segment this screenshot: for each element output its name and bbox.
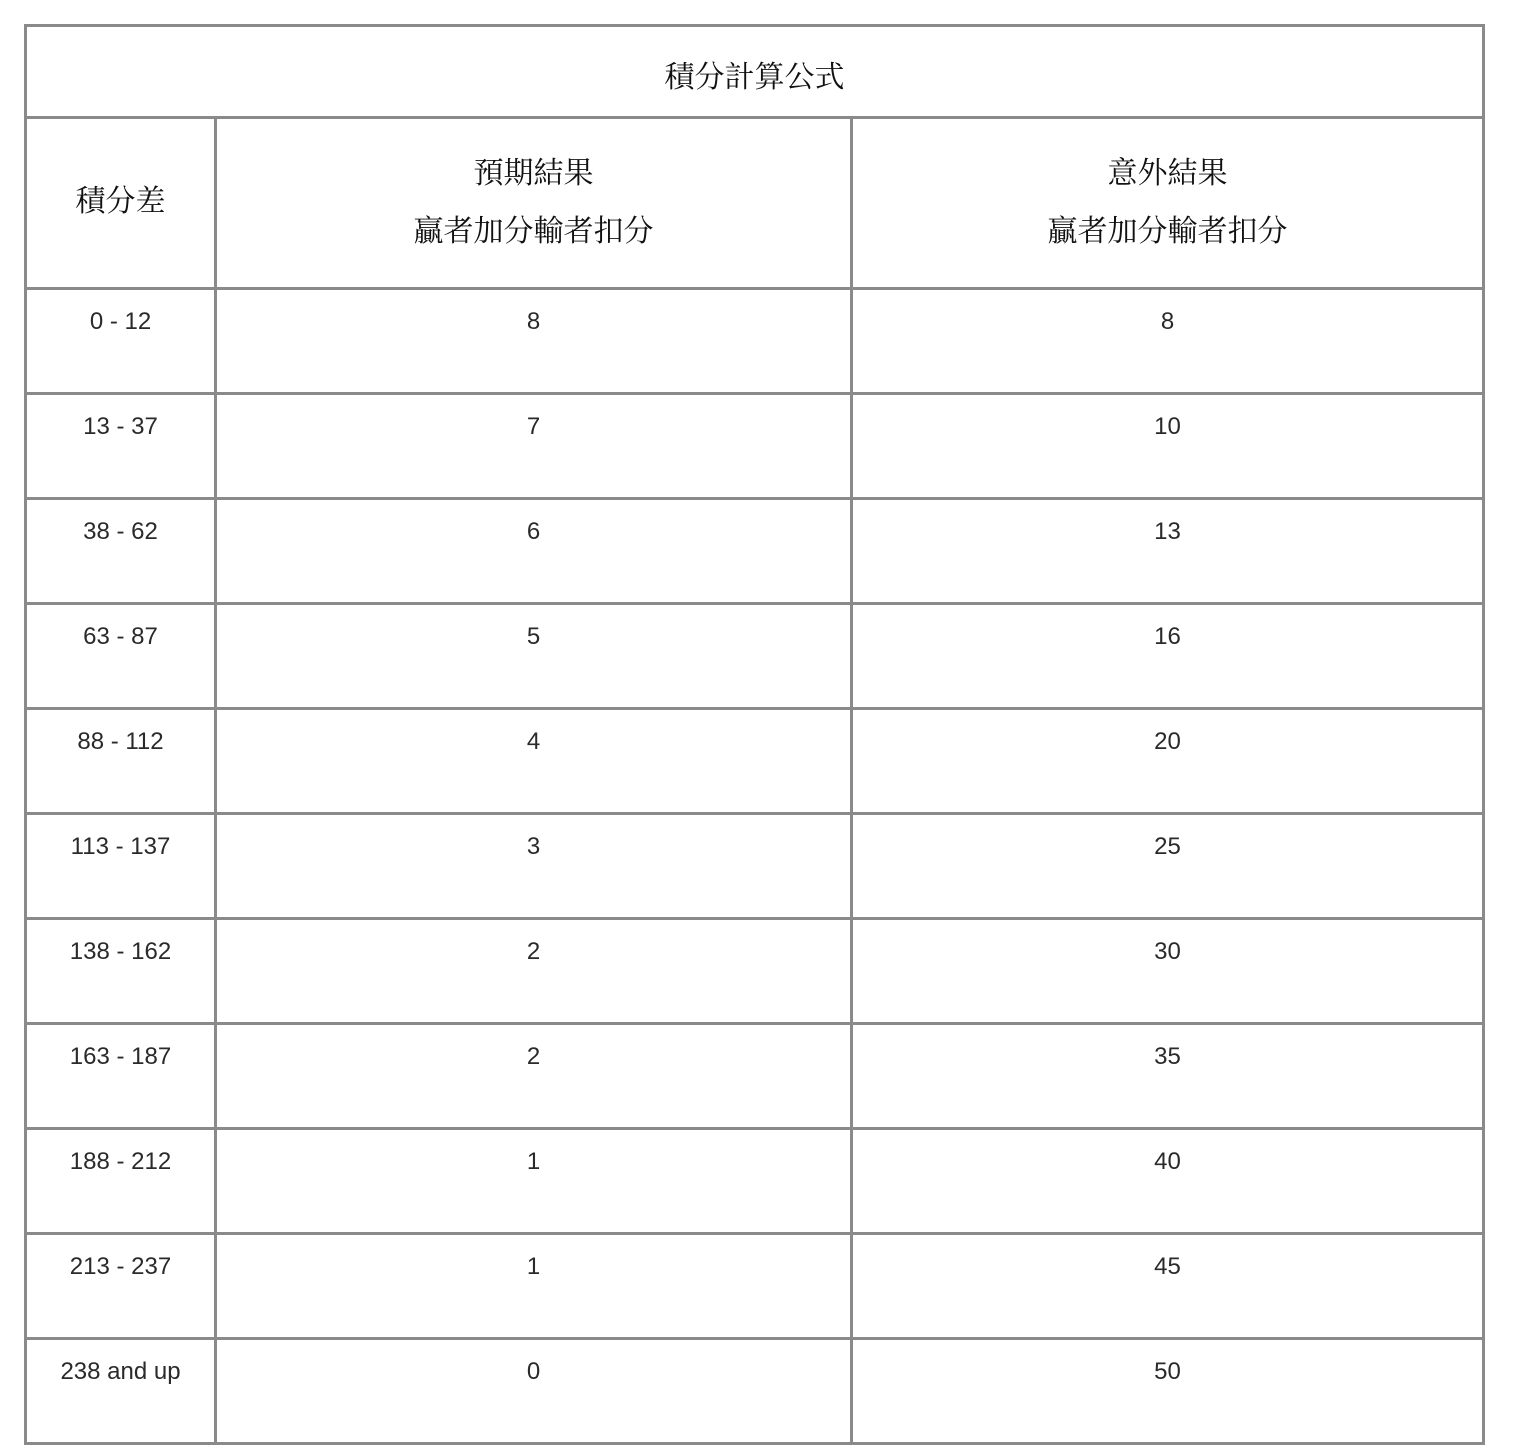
header-points-difference: 積分差 (26, 118, 216, 289)
cell-points-difference-value: 88 - 112 (77, 728, 164, 755)
cell-expected-points (216, 1129, 852, 1234)
cell-upset-points (852, 1024, 1484, 1129)
cell-points-difference-value: 163 - 187 (69, 1043, 172, 1070)
header-expected-result (216, 118, 852, 289)
cell-points-difference-value: 38 - 62 (83, 518, 158, 545)
cell-expected-points (216, 394, 852, 499)
cell-points-difference-value: 238 and up (60, 1358, 181, 1385)
cell-upset-points (852, 709, 1484, 814)
cell-upset-points-value: 20 (1154, 728, 1181, 755)
cell-upset-points (852, 814, 1484, 919)
table-row (26, 709, 1484, 814)
header-row (26, 118, 1484, 289)
table-row (26, 289, 1484, 394)
cell-upset-points-value: 13 (1154, 518, 1181, 545)
cell-upset-points-value: 25 (1154, 833, 1181, 860)
cell-upset-points (852, 604, 1484, 709)
table-row (26, 1234, 1484, 1339)
cell-upset-points-value: 50 (1154, 1358, 1181, 1385)
cell-expected-points-value: 5 (526, 623, 541, 650)
cell-upset-points-value: 10 (1154, 413, 1181, 440)
cell-expected-points-value: 4 (526, 728, 541, 755)
cell-upset-points-value: 35 (1154, 1043, 1181, 1070)
cell-points-difference-value: 213 - 237 (69, 1253, 172, 1280)
cell-expected-points (216, 1339, 852, 1444)
cell-points-difference (26, 499, 216, 604)
cell-expected-points (216, 919, 852, 1024)
header-expected-subtitle: 贏者加分輸者扣分 (413, 214, 654, 249)
table-row (26, 499, 1484, 604)
table-row (26, 604, 1484, 709)
cell-expected-points (216, 289, 852, 394)
cell-points-difference (26, 814, 216, 919)
cell-expected-points-value: 7 (526, 413, 541, 440)
table-row (26, 1129, 1484, 1234)
cell-points-difference-value: 188 - 212 (69, 1148, 172, 1175)
cell-expected-points-value: 3 (526, 833, 541, 860)
cell-points-difference (26, 1339, 216, 1444)
header-upset-subtitle: 贏者加分輸者扣分 (1047, 214, 1288, 249)
cell-points-difference-value: 13 - 37 (83, 413, 158, 440)
cell-points-difference-value: 138 - 162 (69, 938, 172, 965)
cell-points-difference (26, 709, 216, 814)
cell-expected-points-value: 1 (526, 1253, 541, 1280)
cell-points-difference (26, 1129, 216, 1234)
cell-upset-points-value: 30 (1154, 938, 1181, 965)
cell-expected-points-value: 1 (526, 1148, 541, 1175)
cell-upset-points-value: 40 (1154, 1148, 1181, 1175)
cell-expected-points-value: 6 (526, 518, 541, 545)
cell-expected-points-value: 0 (526, 1358, 541, 1385)
cell-upset-points-value: 8 (1160, 308, 1175, 335)
cell-points-difference-value: 113 - 137 (70, 833, 171, 860)
table-row (26, 1024, 1484, 1129)
points-formula-table (24, 24, 1485, 1445)
cell-points-difference (26, 604, 216, 709)
cell-expected-points (216, 814, 852, 919)
table-title: 積分計算公式 (26, 26, 1484, 118)
cell-points-difference (26, 289, 216, 394)
cell-upset-points (852, 1129, 1484, 1234)
cell-points-difference-value: 63 - 87 (83, 623, 158, 650)
cell-upset-points (852, 289, 1484, 394)
cell-expected-points (216, 499, 852, 604)
cell-expected-points (216, 1234, 852, 1339)
title-row (26, 26, 1484, 118)
cell-points-difference (26, 1234, 216, 1339)
table-row (26, 919, 1484, 1024)
table-row (26, 1339, 1484, 1444)
header-upset-label: 意外結果 (1107, 156, 1228, 191)
cell-upset-points (852, 394, 1484, 499)
cell-points-difference (26, 919, 216, 1024)
cell-expected-points-value: 2 (526, 938, 541, 965)
cell-expected-points-value: 2 (526, 1043, 541, 1070)
header-upset-result (852, 118, 1484, 289)
header-expected-label: 預期結果 (473, 156, 594, 191)
cell-upset-points (852, 1234, 1484, 1339)
cell-expected-points (216, 1024, 852, 1129)
cell-upset-points (852, 499, 1484, 604)
table-row (26, 394, 1484, 499)
cell-upset-points (852, 919, 1484, 1024)
cell-points-difference-value: 0 - 12 (89, 308, 152, 335)
cell-upset-points-value: 16 (1154, 623, 1181, 650)
cell-points-difference (26, 394, 216, 499)
cell-points-difference (26, 1024, 216, 1129)
cell-expected-points-value: 8 (526, 308, 541, 335)
table-row (26, 814, 1484, 919)
cell-expected-points (216, 604, 852, 709)
cell-expected-points (216, 709, 852, 814)
cell-upset-points-value: 45 (1154, 1253, 1181, 1280)
cell-upset-points (852, 1339, 1484, 1444)
